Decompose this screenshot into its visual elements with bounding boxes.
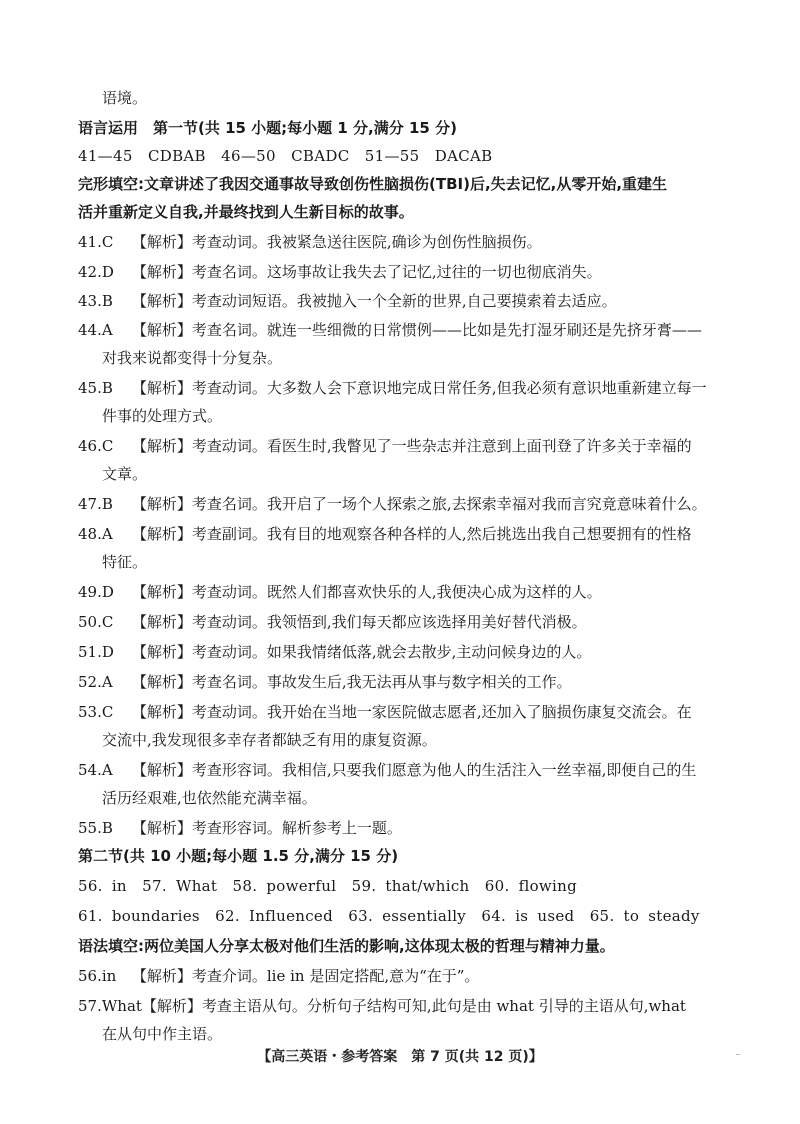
question-number: 43. — [78, 292, 102, 310]
explanation-text: 【解析】考查动词。大多数人会下意识地完成日常任务,但我必须有意识地重新建立每一 — [131, 379, 707, 397]
explanation-text: 【解析】考查动词。我被紧急送往医院,确诊为创伤性脑损伤。 — [131, 233, 542, 251]
section-heading: 第二节(共 10 小题;每小题 1.5 分,满分 15 分) — [78, 847, 399, 865]
answer-letter: B — [101, 379, 113, 397]
explanation-text: 【解析】考查动词。既然人们都喜欢快乐的人,我便决心成为这样的人。 — [131, 583, 602, 601]
answer-letter: C — [101, 613, 114, 631]
answer-key-row: 56. in 57. What 58. powerful 59. that/which 60. flowing — [78, 877, 578, 895]
question-number: 49. — [78, 583, 102, 601]
answer-letter: What — [101, 997, 142, 1015]
explanation-text: 【解析】考查名词。就连一些细微的日常惯例——比如是先打湿牙刷还是先挤牙膏—— — [131, 321, 702, 339]
explanation-item — [78, 494, 740, 514]
continuation-text: 特征。 — [102, 553, 148, 571]
explanation-item — [78, 672, 740, 692]
explanation-item — [78, 524, 740, 544]
explanation-text: 【解析】考查形容词。我相信,只要我们愿意为他人的生活注入一丝幸福,即便自己的生 — [131, 761, 697, 779]
section-heading: 语法填空:两位美国人分享太极对他们生活的影响,这体现太极的哲理与精神力量。 — [78, 937, 615, 955]
question-number: 50. — [78, 613, 102, 631]
answer-letter: C — [101, 703, 114, 721]
answer-letter: B — [101, 495, 113, 513]
answer-letter: A — [101, 761, 113, 779]
answer-letter: D — [101, 643, 114, 661]
explanation-item — [78, 320, 740, 340]
continuation-text: 语境。 — [102, 89, 148, 107]
explanation-text: 【解析】考查主语从句。分析句子结构可知,此句是由 what 引导的主语从句,what — [141, 997, 686, 1015]
question-number: 51. — [78, 643, 102, 661]
section-heading: 完形填空:文章讲述了我因交通事故导致创伤性脑损伤(TBI)后,失去记忆,从零开始,重建生 — [78, 175, 668, 193]
explanation-text: 【解析】考查动词。如果我情绪低落,就会去散步,主动问候身边的人。 — [131, 643, 592, 661]
answer-letter: C — [101, 437, 114, 455]
answer-letter: C — [101, 233, 114, 251]
continuation-text: 交流中,我发现很多幸存者都缺乏有用的康复资源。 — [102, 731, 437, 749]
question-number: 56. — [78, 967, 102, 985]
explanation-text: 【解析】考查动词短语。我被抛入一个全新的世界,自己要摸索着去适应。 — [131, 292, 617, 310]
question-number: 55. — [78, 819, 102, 837]
explanation-text: 【解析】考查形容词。解析参考上一题。 — [131, 819, 402, 837]
explanation-item — [78, 262, 740, 282]
question-number: 57. — [78, 997, 102, 1015]
section-heading: 活并重新定义自我,并最终找到人生新目标的故事。 — [78, 203, 414, 221]
explanation-item — [78, 232, 740, 252]
answer-key-row: 61. boundaries 62. Influenced 63. essentially 64. is used 65. to steady — [78, 907, 700, 925]
answer-key-row: 41—45 CDBAB 46—50 CBADC 51—55 DACAB — [78, 147, 493, 165]
question-number: 53. — [78, 703, 102, 721]
question-number: 54. — [78, 761, 102, 779]
question-number: 47. — [78, 495, 102, 513]
continuation-text: 在从句中作主语。 — [102, 1025, 223, 1043]
continuation-text: 件事的处理方式。 — [102, 407, 223, 425]
explanation-item — [78, 436, 740, 456]
explanation-text: 【解析】考查名词。我开启了一场个人探索之旅,去探索幸福对我而言究竟意味着什么。 — [131, 495, 707, 513]
explanation-item — [78, 702, 740, 722]
continuation-text: 活历经艰难,也依然能充满幸福。 — [102, 789, 317, 807]
answer-letter: A — [101, 525, 113, 543]
explanation-text: 【解析】考查动词。看医生时,我瞥见了一些杂志并注意到上面刊登了许多关于幸福的 — [131, 437, 692, 455]
page-footer: 【高三英语・参考答案 第 7 页(共 12 页)】 — [257, 1049, 543, 1065]
section-heading: 语言运用 第一节(共 15 小题;每小题 1 分,满分 15 分) — [78, 119, 457, 137]
explanation-text: 【解析】考查动词。我开始在当地一家医院做志愿者,还加入了脑损伤康复交流会。在 — [131, 703, 692, 721]
question-number: 52. — [78, 673, 102, 691]
explanation-item — [78, 966, 740, 986]
question-number: 41. — [78, 233, 102, 251]
continuation-text: 文章。 — [102, 465, 148, 483]
answer-letter: A — [101, 321, 113, 339]
question-number: 45. — [78, 379, 102, 397]
explanation-item — [78, 582, 740, 602]
answer-letter: B — [101, 292, 113, 310]
answer-letter: D — [101, 583, 114, 601]
explanation-text: 【解析】考查副词。我有目的地观察各种各样的人,然后挑选出我自己想要拥有的性格 — [131, 525, 692, 543]
answer-letter: A — [101, 673, 113, 691]
question-number: 44. — [78, 321, 102, 339]
explanation-text: 【解析】考查名词。事故发生后,我无法再从事与数字相关的工作。 — [131, 673, 572, 691]
question-number: 46. — [78, 437, 102, 455]
explanation-item — [78, 996, 740, 1016]
explanation-item — [78, 760, 740, 780]
answer-letter: D — [101, 263, 114, 281]
continuation-text: 对我来说都变得十分复杂。 — [102, 349, 283, 367]
explanation-text: 【解析】考查名词。这场事故让我失去了记忆,过往的一切也彻底消失。 — [131, 263, 602, 281]
explanation-text: 【解析】考查动词。我领悟到,我们每天都应该选择用美好替代消极。 — [131, 613, 587, 631]
answer-letter: in — [101, 967, 117, 985]
explanation-item — [78, 818, 740, 838]
explanation-item — [78, 291, 740, 311]
page-mark — [736, 1054, 740, 1055]
explanation-item — [78, 642, 740, 662]
question-number: 42. — [78, 263, 102, 281]
explanation-item — [78, 612, 740, 632]
question-number: 48. — [78, 525, 102, 543]
explanation-item — [78, 378, 740, 398]
explanation-text: 【解析】考查介词。lie in 是固定搭配,意为“在于”。 — [131, 967, 480, 985]
answer-letter: B — [101, 819, 113, 837]
